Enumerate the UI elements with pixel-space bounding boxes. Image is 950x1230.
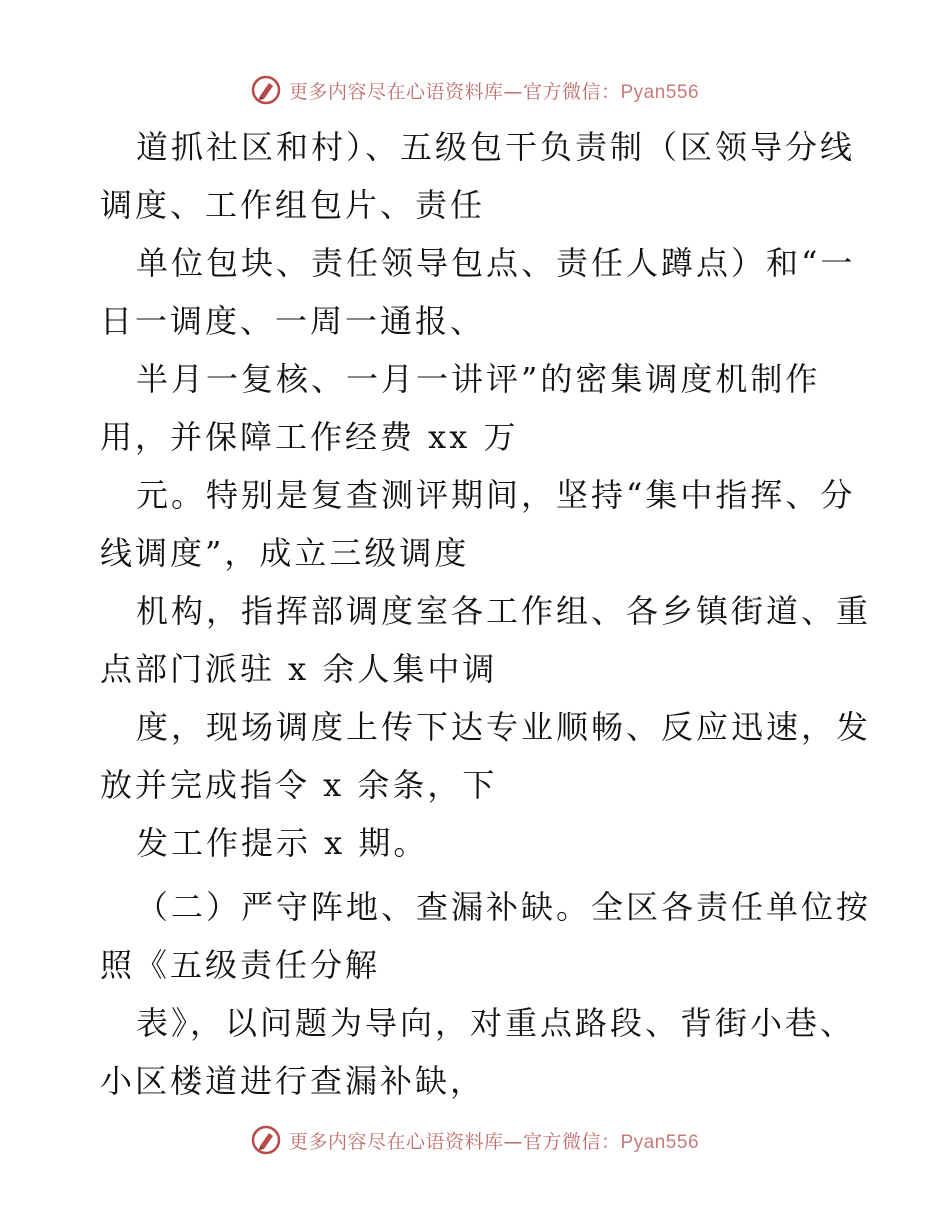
header-watermark: [0, 73, 950, 107]
text-line: 点部门派驻 x 余人集中调: [100, 650, 498, 688]
watermark-text: [289, 77, 699, 104]
text-line: 用，并保障工作经费 xx 万: [100, 418, 519, 456]
text-line: 调度、工作组包片、责任: [100, 186, 486, 224]
text-line: 单位包块、责任领导包点、责任人蹲点）和“一: [136, 244, 856, 282]
watermark-brand: 更多内容尽在心语资料库: [288, 80, 504, 103]
text-line: 放并完成指令 x 余条，下: [100, 766, 498, 804]
watermark-brand: 更多内容尽在心语资料库: [288, 1130, 504, 1153]
text-line: 度，现场调度上传下达专业顺畅、反应迅速，发: [136, 708, 872, 746]
text-line: 道抓社区和村）、五级包干负责制（区领导分线: [136, 128, 856, 166]
footer-watermark: [0, 1123, 950, 1157]
watermark-text: [289, 1127, 699, 1154]
watermark-label: 官方微信：: [522, 1130, 621, 1153]
text-line: 表》，以问题为导向，对重点路段、背街小巷、: [136, 1004, 856, 1042]
watermark-id: Pyan556: [620, 81, 700, 103]
watermark-separator: —: [503, 80, 523, 103]
text-line: 发工作提示 x 期。: [136, 824, 429, 862]
text-line: 元。特别是复查测评期间，坚持“集中指挥、分: [136, 476, 856, 514]
watermark-label: 官方微信：: [522, 80, 621, 103]
pen-logo-icon: [251, 1125, 281, 1155]
text-line: 小区楼道进行查漏补缺，: [100, 1062, 486, 1100]
text-line: 机构，指挥部调度室各工作组、各乡镇街道、重: [136, 592, 872, 630]
pen-logo-icon: [251, 75, 281, 105]
section-heading-line: （二）严守阵地、查漏补缺。全区各责任单位按: [136, 888, 872, 926]
text-line: 照《五级责任分解: [100, 946, 381, 984]
text-line: 半月一复核、一月一讲评”的密集调度机制作: [136, 360, 821, 398]
watermark-separator: —: [503, 1130, 523, 1153]
text-line: 日一调度、一周一通报、: [100, 302, 486, 340]
text-line: 线调度”，成立三级调度: [100, 534, 470, 572]
watermark-id: Pyan556: [620, 1131, 700, 1153]
